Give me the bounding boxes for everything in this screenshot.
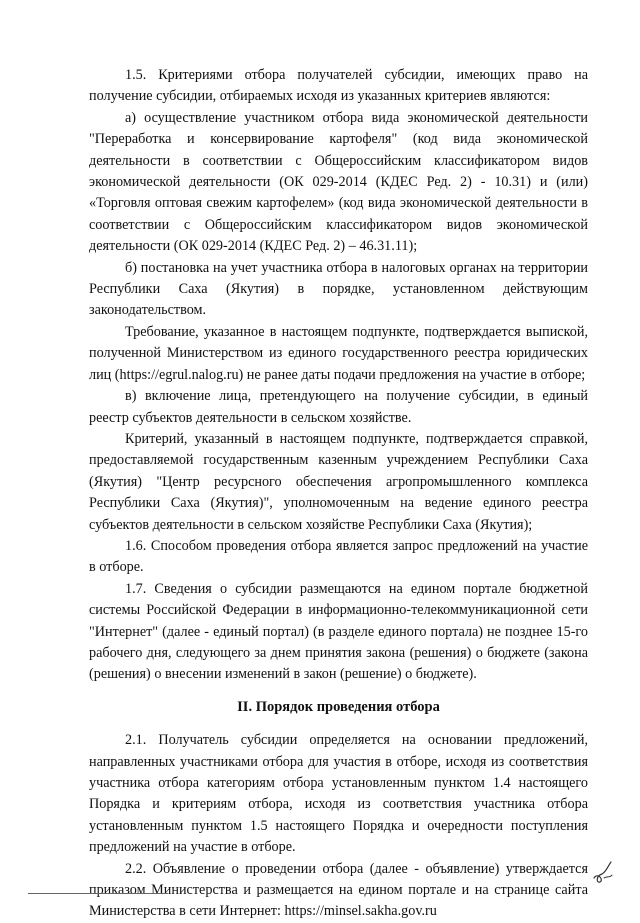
paragraph-requirement-b: Требование, указанное в настоящем подпункте, подтверждается выпиской, полученной Министерством из единого государственного реестра юридических лиц (https://egrul.nalog.ru) не ранее даты подачи предложения на участие в отборе; [89, 323, 588, 383]
paragraph-criterion-v: в) включение лица, претендующего на получение субсидии, в единый реестр субъектов деятельности в сельском хозяйстве. [89, 388, 588, 426]
paragraph-criterion-a: а) осуществление участником отбора вида экономической деятельности "Переработка и консервирование картофеля" (код вида экономической деятельности в соответствии с Общероссийским классификатором видов экономической деятельности (ОК 029-2014 (КДЕС Ред. 2) - 10.31) и (или) «Торговля оптовая свежим картофелем» (код вида экономической деятельности в соответствии с Общероссийским классификатором видов экономической деятельности (ОК 029-2014 (КДЕС Ред. 2) – 46.31.11); [89, 109, 588, 255]
document-body [89, 65, 588, 923]
paragraph-1-5: 1.5. Критериями отбора получателей субсидии, имеющих право на получение субсидии, отбираемых исходя из указанных критериев являются: [89, 67, 588, 105]
paragraph-1-7: 1.7. Сведения о субсидии размещаются на едином портале бюджетной системы Российской Федерации в информационно-телекоммуникационной сети "Интернет" (далее - единый портал) (в разделе единого портала) не позднее 15-го рабочего дня, следующего за днем принятия закона (решения) о бюджете (закона (решения) о внесении изменений в закон (решение) о бюджете). [89, 580, 588, 683]
paragraph-2-1: 2.1. Получатель субсидии определяется на основании предложений, направленных участниками отбора для участия в отборе, исходя из соответствия участника отбора категориям отбора установленным пунктом 1.4 настоящего Порядка и критериям отбора, исходя из соответствия участника отбора установленным пунктом 1.5 настоящего Порядка и очередности поступления предложений на участие в отборе. [89, 732, 588, 856]
paragraph-2-2: 2.2. Объявление о проведении отбора (далее - объявление) утверждается приказом Министерства и размещается на едином портале и на странице сайта Министерства в сети Интернет: https://minsel.sakha.gov.ru [89, 860, 588, 920]
paragraph-criterion-b: б) постановка на учет участника отбора в налоговых органах на территории Республики Саха (Якутия) в порядке, установленном действующим законодательством. [89, 259, 588, 319]
footer-rule [28, 893, 168, 894]
section-heading: II. Порядок проведения отбора [237, 698, 440, 715]
handwritten-initials-mark [590, 858, 616, 884]
paragraph-requirement-v: Критерий, указанный в настоящем подпункте, подтверждается справкой, предоставляемой государственным казенным учреждением Республики Саха (Якутия) "Центр ресурсного обеспечения агропромышленного комплекса Республики Саха (Якутия)", уполномоченным на ведение единого реестра субъектов деятельности в сельском хозяйстве Республики Саха (Якутия); [89, 430, 588, 533]
paragraph-1-6: 1.6. Способом проведения отбора является запрос предложений на участие в отборе. [89, 537, 588, 576]
